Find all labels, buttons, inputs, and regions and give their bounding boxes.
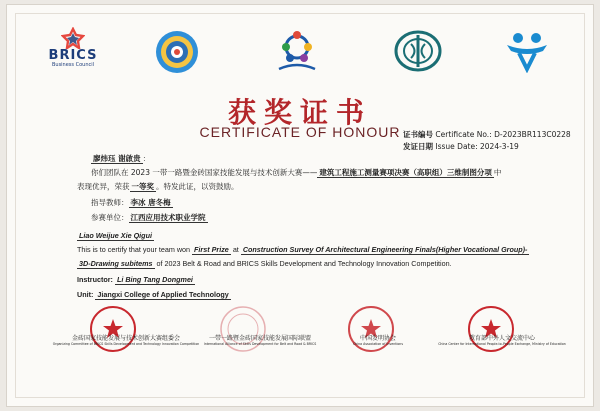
issue-date [403, 141, 519, 152]
instructor-names-cn: 李冰 唐冬梅 [130, 198, 171, 207]
org-alliance-en: International Alliance of Skills Development for Belt and Road & BRICS [203, 342, 317, 346]
org-committee-cn: 金砖国家技能发展与技术创新大赛组委会 [71, 335, 180, 342]
certificate-number [403, 129, 571, 140]
recipients-en [77, 231, 154, 240]
award-text-cn-line2 [77, 181, 239, 192]
award-text-en-at: at [232, 245, 239, 254]
unit-name-cn: 江西应用技术职业学院 [130, 213, 206, 222]
brics-logo [43, 27, 103, 73]
event-name-en: Construction Survey Of Architectural Engineering Finals(Higher Vocational Group)- [242, 245, 528, 254]
unit-en [77, 290, 231, 299]
org-committee [51, 335, 201, 346]
cert-no-label-cn: 证书编号 [403, 130, 433, 139]
prize-cn: 一等奖 [131, 182, 154, 191]
award-text-cn-pre: 你们团队在 2023 一带一路暨金砖国家技能发展与技术创新大赛—— [91, 168, 318, 177]
org-exchange-cn: 教育部中外人文交流中心 [468, 335, 535, 342]
instructor-label-cn: 指导教师： [91, 198, 129, 207]
alliance-emblem-icon [269, 27, 325, 75]
org-invention-cn: 中国发明协会 [359, 335, 396, 342]
competition-emblem-icon [153, 29, 201, 75]
event-name-cn: 建筑工程施工测量赛项决赛（高职组）三维制图分项 [319, 168, 492, 177]
instructors-cn [91, 197, 173, 208]
org-committee-en: Organizing Committee of BRICS Skills Development and Technology Innovation Competition [52, 342, 200, 346]
issue-date-value: 2024-3-19 [480, 142, 519, 151]
award-text-cn-line2-post: 。特发此证，以资鼓励。 [156, 182, 239, 191]
event-subitem-en: 3D-Drawing subitems [79, 259, 153, 268]
org-exchange-center [427, 335, 577, 346]
org-alliance-cn: 一带一路暨金砖国家技能发展国际联盟 [208, 335, 311, 342]
unit-name-en: Jiangxi College of Applied Technology [97, 290, 229, 299]
cert-no-label-en: Certificate No.: [435, 130, 492, 139]
award-text-cn-post: 中 [493, 168, 502, 177]
org-invention-association [333, 335, 423, 346]
certificate-title-cn: 获奖证书 [227, 96, 372, 129]
award-text-en-line2 [77, 259, 452, 268]
recipient-names-en: Liao Weijue Xie Qigui [79, 231, 152, 240]
recipient-names-cn: 廖炜珏 谢啟贵 [93, 154, 141, 163]
instructors-en [77, 275, 195, 284]
cert-no-value: D-2023BR113C0228 [494, 130, 571, 139]
award-text-en-post: of 2023 Belt & Road and BRICS Skills Development and Technology Innovation Competition. [156, 259, 452, 268]
brics-subtitle: Business Council [51, 62, 95, 68]
issue-date-label-cn: 发证日期 [403, 142, 433, 151]
unit-label-cn: 参赛单位： [91, 213, 129, 222]
recipients-cn: 廖炜珏 谢啟贵 ： [93, 154, 151, 163]
certificate [6, 4, 594, 407]
unit-cn [91, 212, 208, 223]
award-text-cn-line1 [91, 167, 501, 178]
instructor-label-en: Instructor: [77, 275, 113, 284]
org-alliance [195, 335, 325, 346]
award-text-cn-line2-pre: 表现优异，荣获 [77, 182, 130, 191]
award-text-en-line1 [77, 245, 529, 254]
brics-mark-icon [61, 27, 85, 49]
invention-association-logo-icon [393, 30, 443, 72]
brics-name: BRICS [48, 48, 98, 63]
unit-label-en: Unit: [77, 290, 94, 299]
org-exchange-en: China Center for International People-to-People Exchange, Ministry of Education [438, 342, 566, 346]
instructor-names-en: Li Bing Tang Dongmei [116, 275, 193, 284]
prize-en: First Prize [194, 245, 229, 254]
issue-date-label-en: Issue Date: [435, 142, 478, 151]
exchange-center-logo-icon [503, 29, 551, 73]
award-text-en-pre: This is to certify that your team won [77, 245, 191, 254]
certificate-title-en: CERTIFICATE OF HONOUR [199, 124, 401, 140]
org-invention-en: China Association of Inventions [353, 342, 403, 346]
